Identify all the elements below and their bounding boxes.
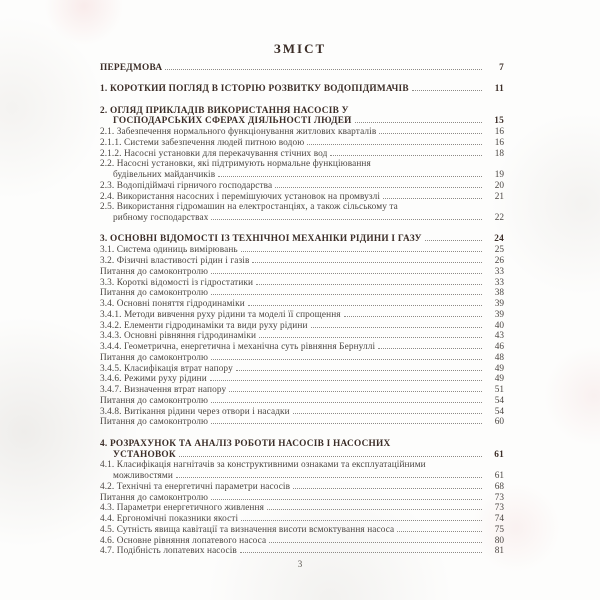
toc-row <box>100 106 504 117</box>
dot-leader <box>179 455 482 457</box>
toc-entry-page: 19 <box>494 170 504 181</box>
toc-entry-page: 51 <box>494 385 504 396</box>
dot-leader <box>311 326 482 328</box>
toc-entry-page: 73 <box>494 492 504 503</box>
toc-row <box>100 63 504 74</box>
toc-row <box>100 321 504 332</box>
toc-entry-label: 3.2. Фізичні властивості рідин і газів <box>100 255 250 266</box>
toc-row <box>100 299 504 310</box>
dot-leader <box>210 379 482 381</box>
dot-leader <box>412 89 482 91</box>
page-number: 3 <box>297 559 303 569</box>
toc-entry-label: будівельних майданчиків <box>113 170 216 181</box>
toc-entry-label: рибному господарствах <box>113 213 209 224</box>
toc-row <box>100 439 504 450</box>
toc-entry-label: 4.7. Подібність лопатевих насосів <box>100 546 237 557</box>
toc-row <box>100 234 504 245</box>
toc-row <box>100 514 504 525</box>
toc-row <box>100 503 504 514</box>
dot-leader <box>211 401 482 403</box>
dot-leader <box>307 143 482 145</box>
toc-row <box>100 471 504 482</box>
dot-leader <box>269 541 482 543</box>
toc-row <box>100 374 504 385</box>
toc-row <box>100 256 504 267</box>
toc-entry-label: 2.5. Використання гідромашин на електростанціях, а також сільському та <box>100 202 398 213</box>
dot-leader <box>425 239 482 241</box>
dot-leader <box>293 412 482 414</box>
toc-entry-page: 16 <box>494 137 504 148</box>
toc-entry-label: УСТАНОВОК <box>113 449 176 460</box>
toc-row <box>100 364 504 375</box>
toc-entry-page: 68 <box>494 481 504 492</box>
dot-leader <box>211 358 482 360</box>
toc-row <box>100 202 504 213</box>
toc-entry-page: 24 <box>494 234 504 245</box>
dot-leader <box>383 197 482 199</box>
toc-entry-page: 15 <box>494 116 504 127</box>
toc-entry-page: 49 <box>494 374 504 385</box>
toc-entry-label: 2.4. Використання насосних і перемішуючих установок на промвузлі <box>100 191 381 202</box>
dot-leader <box>211 498 482 500</box>
toc-row <box>100 159 504 170</box>
toc-row <box>100 546 504 557</box>
toc-entry-page: 18 <box>494 148 504 159</box>
toc-row <box>100 181 504 192</box>
toc-entry-label: 2.1.2. Насосні установки для перекачування стічних вод <box>100 148 328 159</box>
toc-entry-page: 38 <box>494 288 504 299</box>
toc-entry-label: Питання до самоконтролю <box>100 288 209 299</box>
dot-leader <box>355 121 482 123</box>
toc-row <box>100 482 504 493</box>
toc-entry-label: 4.1. Класифікація нагнітачів за конструктивними ознаками та експлуатаційними <box>100 460 426 471</box>
toc-entry-label: 3.4. Основні поняття гідродинаміки <box>100 299 245 310</box>
toc-entry-label: 3.4.7. Визначення втрат напору <box>100 385 227 396</box>
toc-row <box>100 213 504 224</box>
dot-leader <box>330 154 482 156</box>
toc-row <box>100 127 504 138</box>
toc-entry-label: 2.1.1. Системи забезпечення людей питною водою <box>100 137 305 148</box>
toc-entry-label: 4.2. Технічні та енергетичні параметри насосів <box>100 481 291 492</box>
dot-leader <box>211 422 482 424</box>
toc-row <box>100 288 504 299</box>
toc-entry-page: 73 <box>494 503 504 514</box>
toc-row <box>100 417 504 428</box>
toc-entry-page: 39 <box>494 309 504 320</box>
toc-entry-label: 2.3. Водопідіймачі гірничого господарства <box>100 180 273 191</box>
toc-row <box>100 396 504 407</box>
toc-entry-page: 61 <box>494 449 504 460</box>
dot-leader <box>165 68 482 70</box>
toc-entry-page: 11 <box>494 84 504 95</box>
toc-row <box>100 149 504 160</box>
toc-entry-label: 3.4.2. Елементи гідродинаміки та види руху рідини <box>100 320 308 331</box>
toc-row <box>100 342 504 353</box>
toc-entry-label: Питання до самоконтролю <box>100 417 209 428</box>
toc-row <box>100 192 504 203</box>
dot-leader <box>344 315 482 317</box>
toc-entry-label: 3.4.4. Геометрична, енергетична і механічна суть рівняння Бернуллі <box>100 342 376 353</box>
toc-entry-label: Питання до самоконтролю <box>100 352 209 363</box>
toc-row <box>100 385 504 396</box>
toc-entry-page: 80 <box>494 535 504 546</box>
toc-entry-page: 60 <box>494 417 504 428</box>
toc-entry-label: 1. КОРОТКИЙ ПОГЛЯД В ІСТОРІЮ РОЗВИТКУ ВОДОПІДЙМАЧІВ <box>100 84 409 95</box>
toc-entry-page: 49 <box>494 363 504 374</box>
toc-entry-page: 54 <box>494 395 504 406</box>
toc-entry-page: 39 <box>494 299 504 310</box>
dot-leader <box>211 218 482 220</box>
toc-entry-page: 81 <box>494 546 504 557</box>
toc-entry-label: 3. ОСНОВНІ ВІДОМОСТІ ІЗ ТЕХНІЧНОЇ МЕХАНІКИ РІДИНИ І ГАЗУ <box>100 234 422 245</box>
toc-entry-label: ПЕРЕДМОВА <box>100 63 163 73</box>
toc-row <box>100 460 504 471</box>
dot-leader <box>252 261 482 263</box>
toc-entry-page: 16 <box>494 127 504 138</box>
toc-entry-page: 40 <box>494 320 504 331</box>
dot-leader <box>241 519 482 521</box>
toc-row <box>100 525 504 536</box>
toc-entry-page: 48 <box>494 352 504 363</box>
page-title: ЗМІСТ <box>273 41 327 56</box>
toc-row <box>100 138 504 149</box>
toc-entry-label: 2.2. Насосні установки, які підтримують нормальне функціювання <box>100 159 371 170</box>
toc-entry-label: 2. ОГЛЯД ПРИКЛАДІВ ВИКОРИСТАННЯ НАСОСІВ У <box>100 105 349 116</box>
toc-row <box>100 450 504 461</box>
toc-entry-label: 4.3. Параметри енергетичного живлення <box>100 503 264 514</box>
toc-entry-label: 4.6. Основне рівняння лопатевого насоса <box>100 535 267 546</box>
toc-entry-page: 46 <box>494 342 504 353</box>
toc-entry-label: 3.4.6. Режими руху рідини <box>100 374 207 385</box>
toc-entry-page: 61 <box>494 471 504 482</box>
toc-entry-page: 21 <box>494 191 504 202</box>
toc-entry-page: 20 <box>494 180 504 191</box>
dot-leader <box>229 390 482 392</box>
toc-entry-label: можливостями <box>113 471 173 482</box>
toc-entry-page: 33 <box>494 266 504 277</box>
toc-row <box>100 170 504 181</box>
toc-row <box>100 310 504 321</box>
dot-leader <box>378 347 482 349</box>
toc-row <box>100 116 504 127</box>
toc-entry-label: ГОСПОДАРСЬКИХ СФЕРАХ ДІЯЛЬНОСТІ ЛЮДЕЙ <box>113 116 352 127</box>
dot-leader <box>293 487 482 489</box>
toc-row <box>100 536 504 547</box>
toc-entry-page: 75 <box>494 524 504 535</box>
dot-leader <box>218 175 482 177</box>
dot-leader <box>176 476 482 478</box>
toc-row <box>100 407 504 418</box>
toc-entry-label: Питання до самоконтролю <box>100 395 209 406</box>
toc-row <box>100 493 504 504</box>
toc-entry-page: 33 <box>494 277 504 288</box>
toc-list <box>100 63 504 557</box>
dot-leader <box>275 186 482 188</box>
toc-row <box>100 267 504 278</box>
dot-leader <box>379 132 482 134</box>
toc-row <box>100 331 504 342</box>
toc-entry-label: 4. РОЗРАХУНОК ТА АНАЛІЗ РОБОТИ НАСОСІВ І НАСОСНИХ <box>100 438 391 449</box>
toc-entry-label: 3.4.1. Методи вивчення руху рідини та моделі її спрощення <box>100 309 341 320</box>
dot-leader <box>241 250 482 252</box>
toc-entry-label: 4.4. Ергономічні показники якості <box>100 514 239 525</box>
toc-entry-label: 3.1. Система одиниць вимірювань <box>100 245 238 256</box>
toc-row <box>100 353 504 364</box>
toc-entry-label: 2.1. Забезпечення нормального функціонування житлових кварталів <box>100 127 377 138</box>
dot-leader <box>256 283 482 285</box>
toc-entry-page: 26 <box>494 255 504 266</box>
dot-leader <box>259 336 482 338</box>
toc-entry-label: Питання до самоконтролю <box>100 492 209 503</box>
toc-entry-label: 4.5. Сутність явища кавітації та визначення висоти всмоктування насоса <box>100 524 395 535</box>
toc-entry-page: 22 <box>494 213 504 224</box>
toc-entry-page: 7 <box>499 63 504 73</box>
toc-entry-page: 74 <box>494 514 504 525</box>
dot-leader <box>211 272 482 274</box>
dot-leader <box>211 293 482 295</box>
toc-entry-page: 54 <box>494 406 504 417</box>
dot-leader <box>236 369 482 371</box>
toc-entry-label: 3.3. Короткі відомості із гідростатики <box>100 277 254 288</box>
toc-entry-label: 3.4.5. Класифікація втрат напору <box>100 363 233 374</box>
toc-entry-label: 3.4.8. Витікання рідини через отвори і насадки <box>100 406 290 417</box>
toc-entry-page: 43 <box>494 331 504 342</box>
toc-entry-label: 3.4.3. Основні рівняння гідродинаміки <box>100 331 257 342</box>
dot-leader <box>397 530 482 532</box>
dot-leader <box>267 508 482 510</box>
toc-row <box>100 245 504 256</box>
toc-entry-page: 25 <box>494 245 504 256</box>
dot-leader <box>240 551 482 553</box>
dot-leader <box>248 304 482 306</box>
toc-row <box>100 84 504 95</box>
toc-entry-label: Питання до самоконтролю <box>100 266 209 277</box>
toc-row <box>100 278 504 289</box>
